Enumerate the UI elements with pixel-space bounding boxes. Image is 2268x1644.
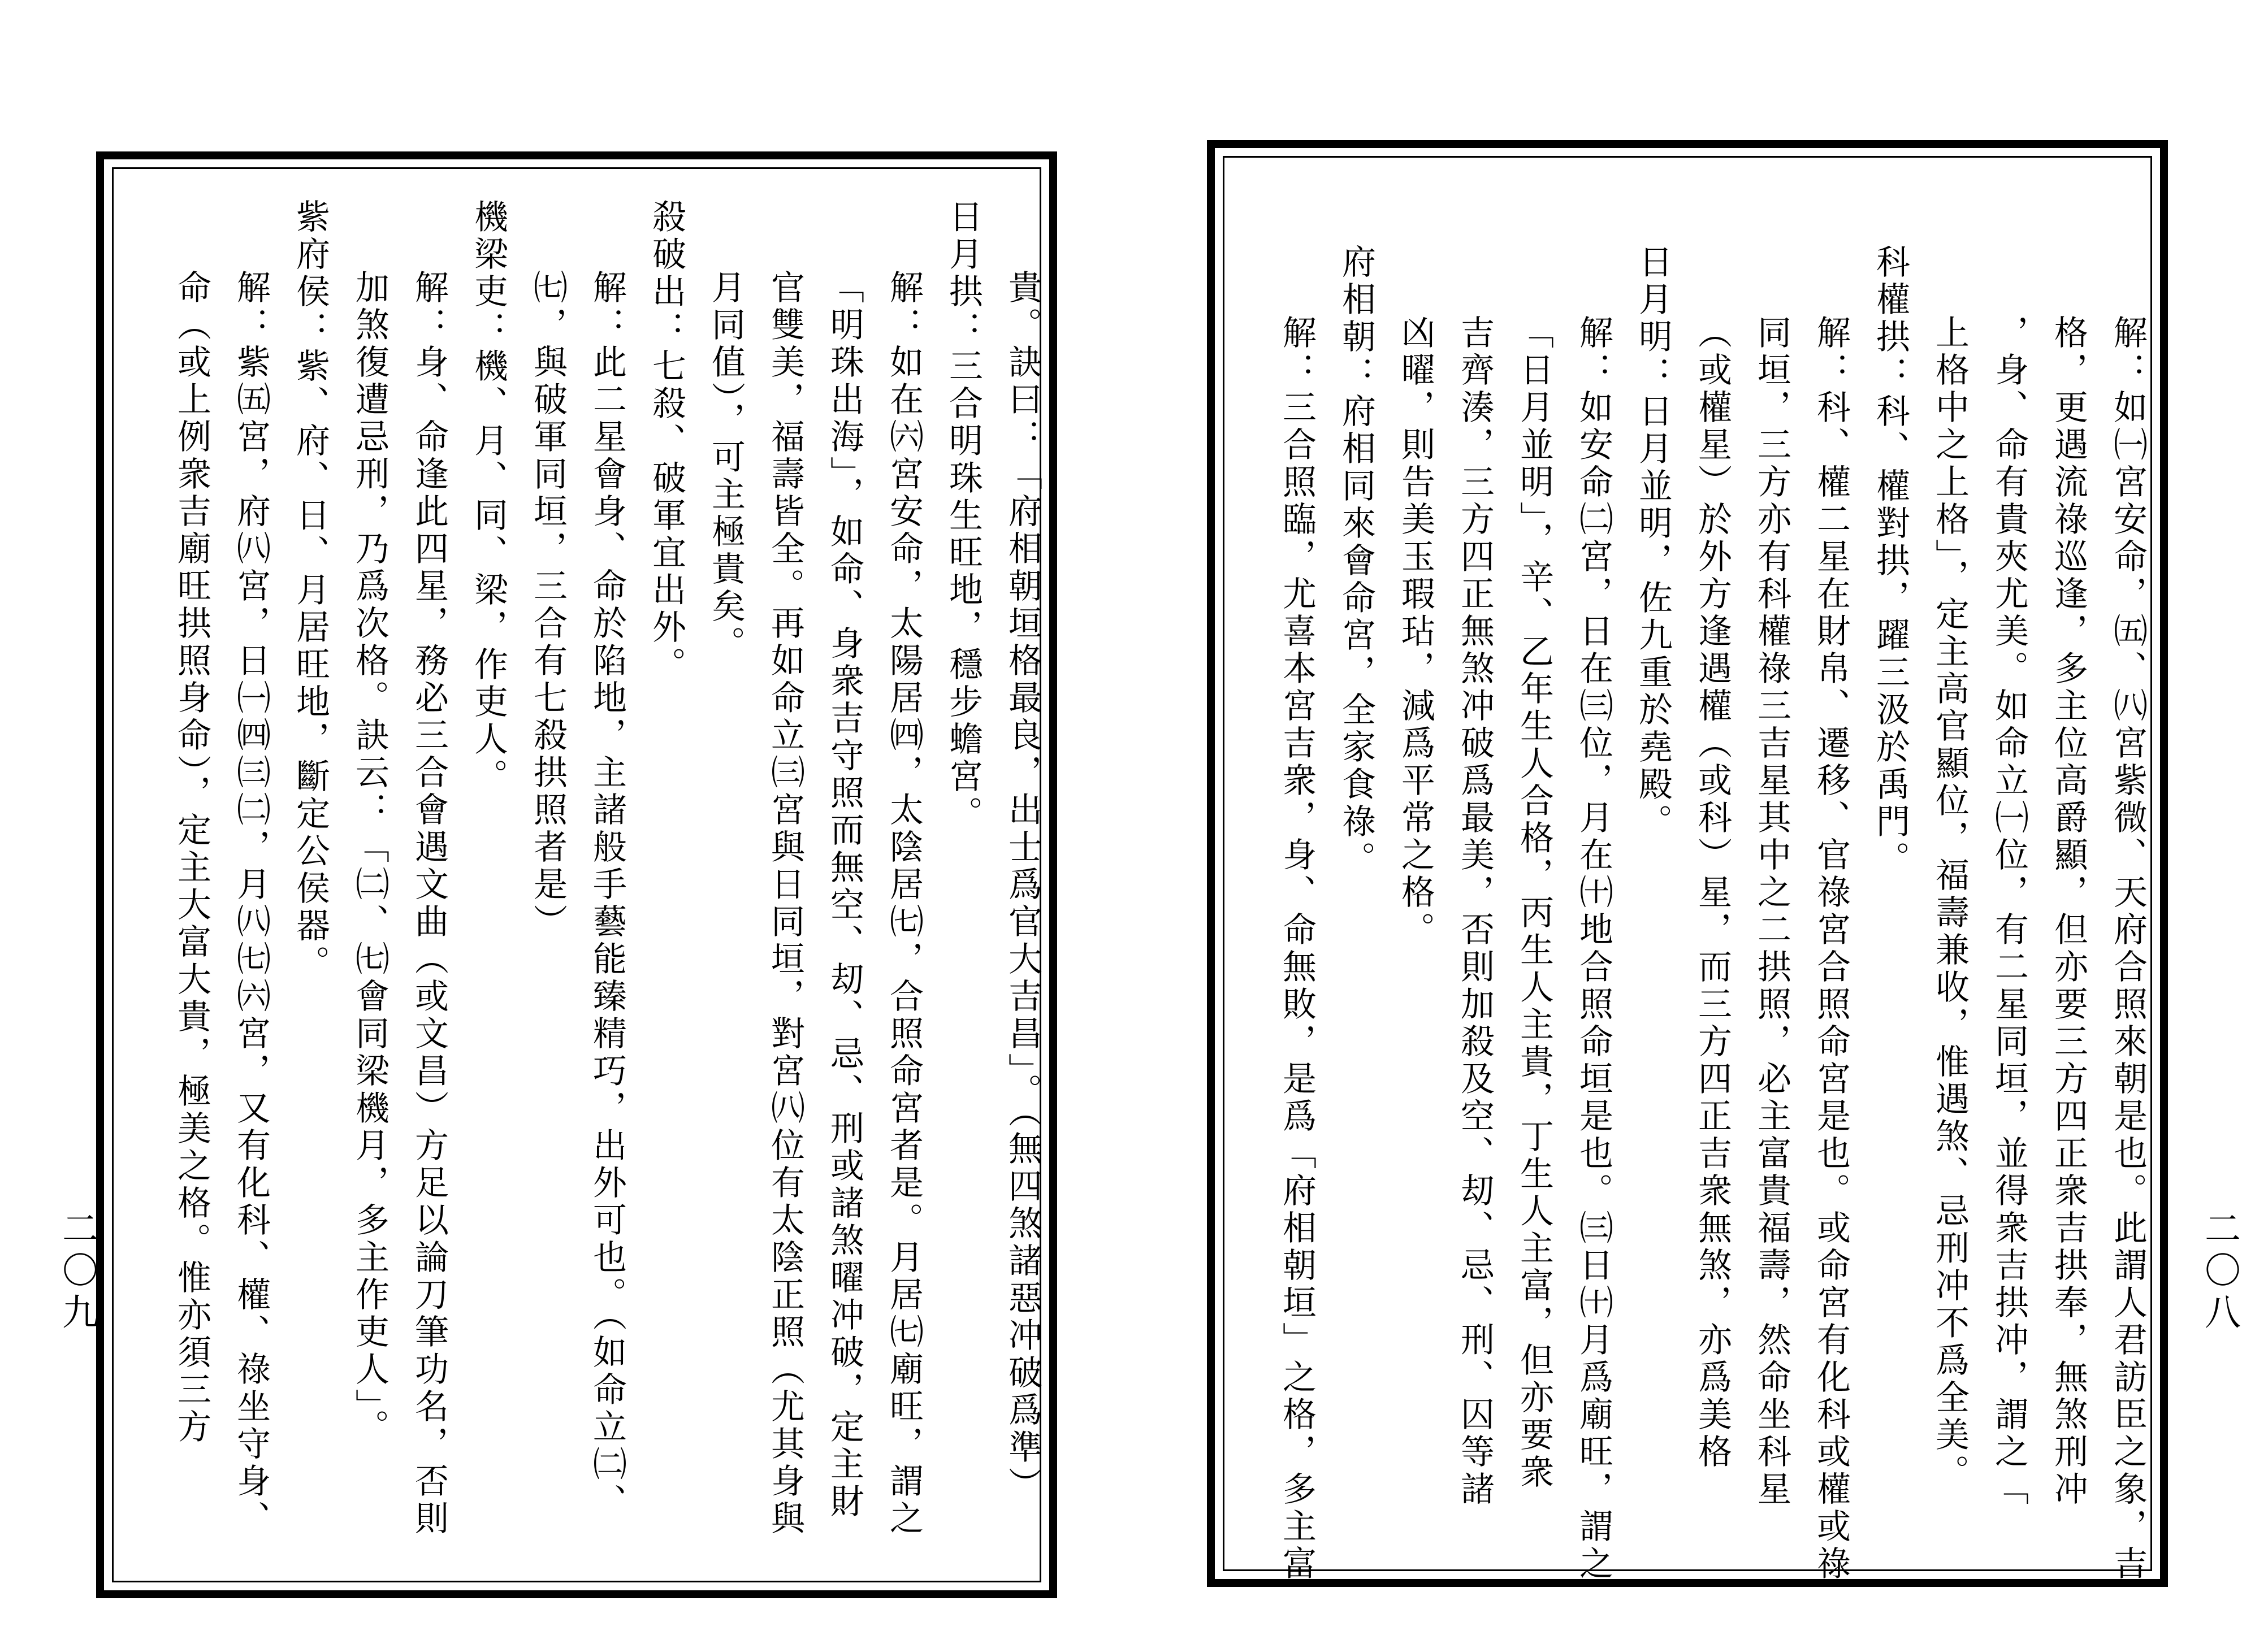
left-line-7: 殺破出：七殺、破軍宜出外。: [647, 199, 686, 684]
right-line-6: 解：科、權二星在財帛、遷移、官祿宮合照命宮是也。或命宮有化科或權或祿: [1811, 315, 1851, 1583]
right-line-10: 解：如安命㈡宮，日在㈢位，月在㈩地合照命垣是也。㈢日㈩月爲廟旺，謂之: [1574, 315, 1613, 1583]
right-line-13: 凶曜，則告美玉瑕玷，減爲平常之格。: [1396, 315, 1435, 949]
left-line-11: 解：身、命逢此四星，務必三合會遇文曲（或文昌）方足以論刀筆功名，否則: [409, 270, 449, 1538]
left-line-14: 解：紫㈤宮，府㈧宮，日㈠㈣㈢㈡，月㈧㈦㈥宮，又有化科、權、祿坐守身、: [231, 270, 271, 1538]
right-line-7: 同垣，三方亦有科權祿三吉星其中之二拱照，必主富貴福壽，然命坐科星: [1752, 315, 1791, 1508]
right-line-11: 「日月並明」，辛、乙年生人合格，丙生人主貴，丁生人主富，但亦要衆: [1514, 315, 1554, 1491]
right-line-8: （或權星）於外方逢遇權（或科）星，而三方四正吉衆無煞，亦爲美格: [1693, 315, 1732, 1471]
right-page-frame: [1207, 140, 2168, 1587]
left-line-8: 解：此二星會身、命於陷地，主諸般手藝能臻精巧，出外可也。（如命立㈡、: [587, 270, 627, 1521]
left-line-2: 日月拱：三合明珠生旺地，穩步蟾宮。: [943, 199, 983, 833]
right-line-2: 格，更遇流祿巡逢，多主位高爵顯，但亦要三方四正衆吉拱奉，無煞刑冲: [2049, 315, 2088, 1508]
right-line-15: 解：三合照臨，尤喜本宮吉衆，身、命無敗，是爲「府相朝垣」之格，多主富: [1277, 315, 1317, 1583]
left-line-15: 命（或上例衆吉廟旺拱照身命），定主大富大貴，極美之格。惟亦須三方: [172, 270, 211, 1446]
left-line-1: 貴。訣曰：「府相朝垣格最良，出士爲官大吉昌」。（無四煞諸惡冲破爲準）: [1003, 270, 1042, 1504]
right-line-3: ，身、命有貴夾尤美。如命立㈠位，有二星同垣，並得衆吉拱冲，謂之「: [1989, 315, 2029, 1508]
left-line-4: 「明珠出海」，如命、身衆吉守照而無空、刧、忌、刑或諸煞曜冲破，定主財: [825, 270, 864, 1521]
left-line-9: ㈦，與破軍同垣，三合有七殺拱照者是）: [528, 270, 568, 941]
right-line-5: 科權拱：科、權對拱，躍三汲於禹門。: [1871, 244, 1910, 878]
left-line-6: 月同值），可主極貴矣。: [706, 270, 746, 663]
right-line-12: 吉齊湊，三方四正無煞冲破爲最美，否則加殺及空、刧、忌、刑、囚等諸: [1455, 315, 1495, 1508]
left-page-frame: [96, 151, 1057, 1598]
right-line-1: 解：如㈠宮安命，㈤、㈧宮紫微、天府合照來朝是也。此謂人君訪臣之象，吉: [2108, 315, 2148, 1583]
left-line-5: 官雙美，福壽皆全。再如命立㈢宮與日同垣，對宮㈧位有太陰正照（尤其身與: [765, 270, 805, 1538]
left-line-12: 加煞復遭忌刑，乃爲次格。訣云：「㈡、㈦會同梁機月，多主作吏人」。: [350, 270, 389, 1446]
left-line-3: 解：如在㈥宮安命，太陽居㈣，太陰居㈦，合照命宮者是。月居㈦廟旺，謂之: [884, 270, 924, 1538]
left-page-number: 二〇九: [56, 1209, 98, 1335]
right-page-number: 二〇八: [2198, 1209, 2240, 1335]
left-line-10: 機梁吏：機、月、同、梁，作吏人。: [469, 199, 508, 796]
right-line-9: 日月明：日月並明，佐九重於堯殿。: [1633, 244, 1673, 841]
left-line-13: 紫府侯：紫、府、日、月居旺地，斷定公侯器。: [291, 199, 330, 982]
right-line-4: 上格中之上格」，定主高官顯位，福壽兼收，惟遇煞、忌刑冲不爲全美。: [1930, 315, 1970, 1491]
right-line-14: 府相朝：府相同來會命宮，全家食祿。: [1336, 244, 1376, 878]
